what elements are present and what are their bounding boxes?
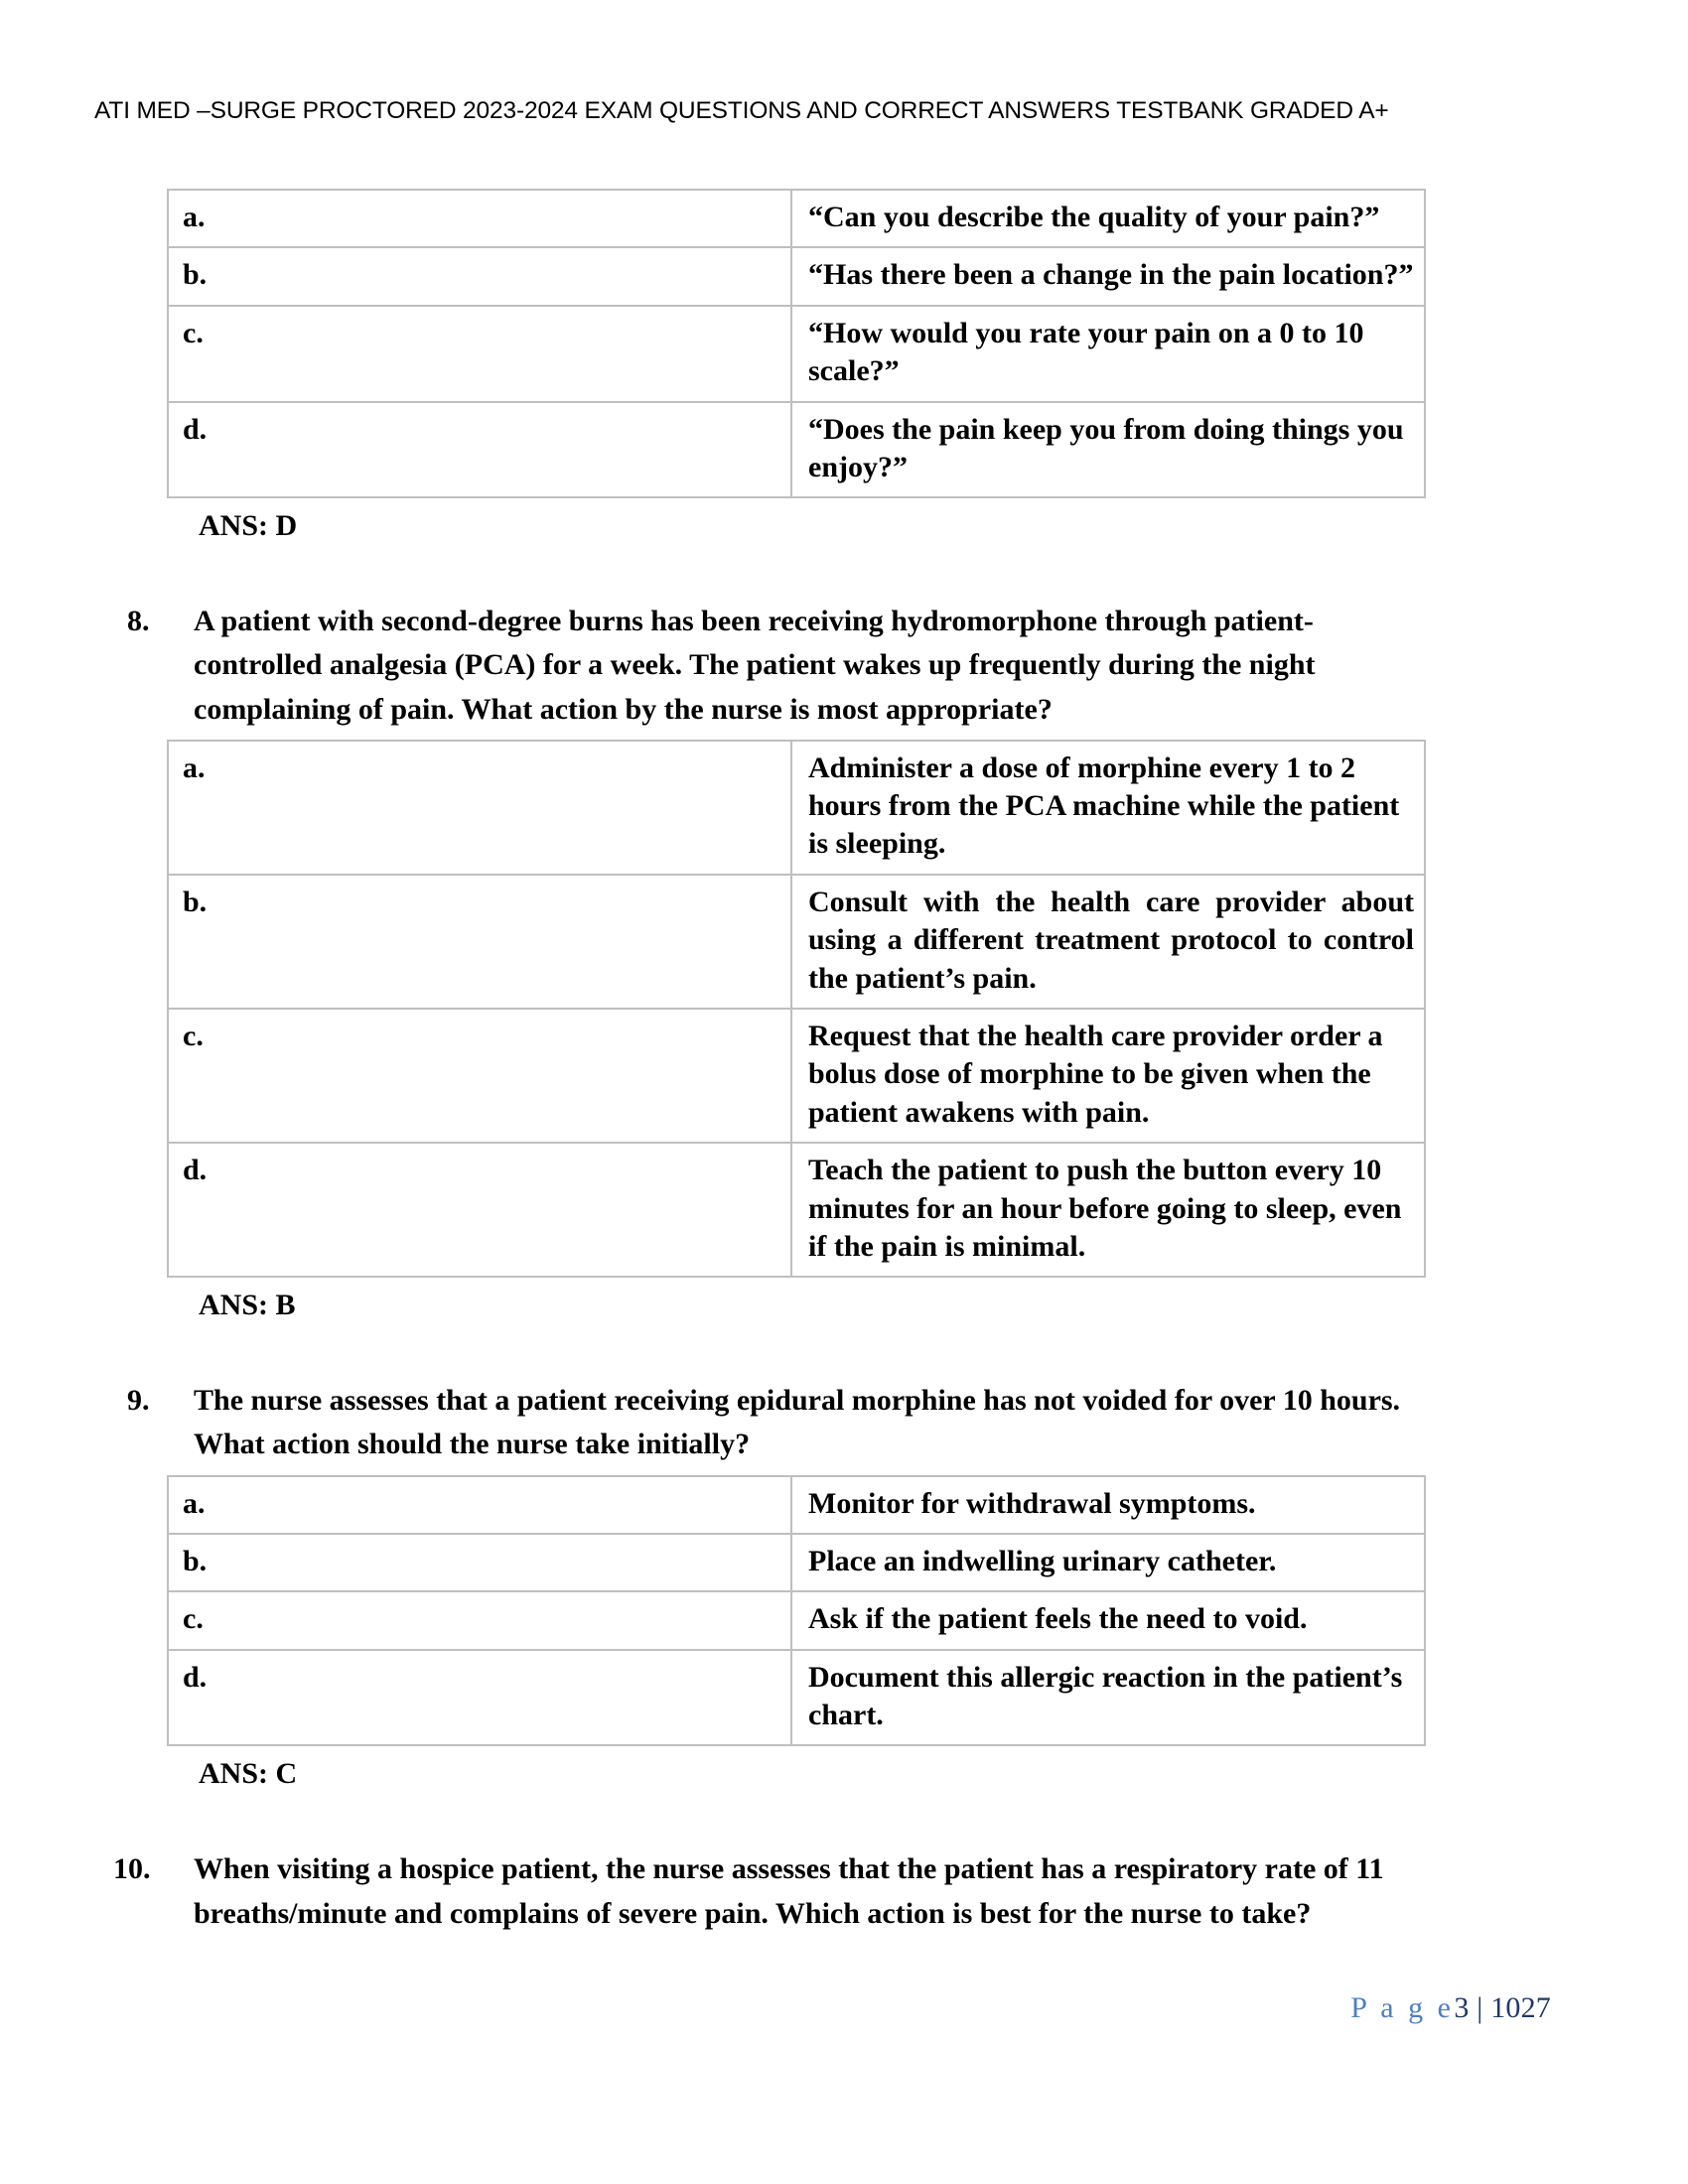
question-number: 9. <box>127 1384 150 1418</box>
table-row[interactable] <box>168 1650 1425 1746</box>
table-row[interactable] <box>168 402 1425 498</box>
question-number: 8. <box>127 605 150 638</box>
question-stem: When visiting a hospice patient, the nurse assesses that the patient has a respiratory rate of 11 breaths/minute and complains of severe pain. Which action is best for the nurse to take? <box>194 1852 1384 1930</box>
option-text: “How would you rate your pain on a 0 to 10 scale?” <box>791 306 1425 402</box>
document-header: ATI MED –SURGE PROCTORED 2023-2024 EXAM QUESTIONS AND CORRECT ANSWERS TESTBANK GRADED A+ <box>94 97 1389 124</box>
page-label: P a g e <box>1350 1991 1455 2024</box>
table-row[interactable] <box>168 1591 1425 1649</box>
option-text: Consult with the health care provider about using a different treatment protocol to control the patient’s pain. <box>791 875 1425 1009</box>
question-number: 10. <box>113 1852 151 1886</box>
table-row[interactable] <box>168 741 1425 875</box>
option-text: Place an indwelling urinary catheter. <box>791 1534 1425 1591</box>
option-label: a. <box>168 190 791 247</box>
option-label: b. <box>168 875 791 1009</box>
option-text: Document this allergic reaction in the patient’s chart. <box>791 1650 1425 1746</box>
option-label: b. <box>168 247 791 305</box>
option-text: “Has there been a change in the pain location?” <box>791 247 1425 305</box>
options-table-q8 <box>167 740 1426 1279</box>
option-label: c. <box>168 1009 791 1143</box>
option-text: “Does the pain keep you from doing things you enjoy?” <box>791 402 1425 498</box>
answer-key-q7: ANS: D <box>199 509 298 543</box>
option-text: “Can you describe the quality of your pain?” <box>791 190 1425 247</box>
option-label: d. <box>168 402 791 498</box>
question-8 <box>127 600 1436 731</box>
option-label: a. <box>168 741 791 875</box>
option-text: Administer a dose of morphine every 1 to 2 hours from the PCA machine while the patient is sleeping. <box>791 741 1425 875</box>
table-row[interactable] <box>168 247 1425 305</box>
option-label: d. <box>168 1650 791 1746</box>
option-text: Monitor for withdrawal symptoms. <box>791 1476 1425 1534</box>
table-row[interactable] <box>168 1143 1425 1277</box>
options-table-q9 <box>167 1475 1426 1747</box>
option-text: Teach the patient to push the button every 10 minutes for an hour before going to sleep, even if the pain is minimal. <box>791 1143 1425 1277</box>
option-text: Request that the health care provider order a bolus dose of morphine to be given when the patient awakens with pain. <box>791 1009 1425 1143</box>
option-label: c. <box>168 306 791 402</box>
page-number: 3 | 1027 <box>1454 1991 1551 2024</box>
answer-key-q8: ANS: B <box>199 1289 296 1322</box>
table-row[interactable] <box>168 1476 1425 1534</box>
question-stem: The nurse assesses that a patient receiving epidural morphine has not voided for over 10 hours. What action should the nurse take initially? <box>194 1384 1401 1461</box>
table-row[interactable] <box>168 306 1425 402</box>
page-content <box>0 189 1688 1936</box>
table-row[interactable] <box>168 1009 1425 1143</box>
option-label: b. <box>168 1534 791 1591</box>
options-table-q7 <box>167 189 1426 498</box>
page-footer <box>1350 1991 1551 2025</box>
option-label: c. <box>168 1591 791 1649</box>
question-9 <box>127 1379 1436 1466</box>
question-stem: A patient with second-degree burns has been receiving hydromorphone through patient-controlled analgesia (PCA) for a week. The patient wakes up frequently during the night complaining of pain. What action by the nurse is most appropriate? <box>194 605 1316 726</box>
option-label: a. <box>168 1476 791 1534</box>
table-row[interactable] <box>168 875 1425 1009</box>
answer-key-q9: ANS: C <box>199 1757 298 1791</box>
option-text: Ask if the patient feels the need to void. <box>791 1591 1425 1649</box>
question-10 <box>113 1847 1436 1935</box>
table-row[interactable] <box>168 1534 1425 1591</box>
table-row[interactable] <box>168 190 1425 247</box>
option-label: d. <box>168 1143 791 1277</box>
